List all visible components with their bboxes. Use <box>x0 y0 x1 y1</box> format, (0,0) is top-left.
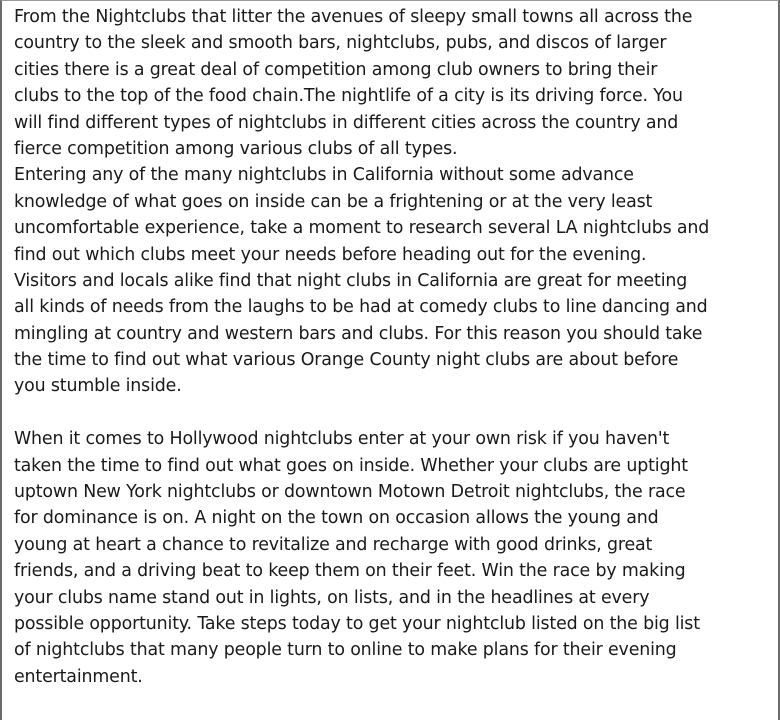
paragraph-1 <box>14 4 776 162</box>
document-text-body <box>14 4 776 690</box>
text-line: country to the sleek and smooth bars, nightclubs, pubs, and discos of larger <box>14 33 667 54</box>
text-line: clubs to the top of the food chain.The nightlife of a city is its driving force. You <box>14 86 683 107</box>
text-line: your clubs name stand out in lights, on lists, and in the headlines at every <box>14 587 650 608</box>
text-line: the time to find out what various Orange County night clubs are about before <box>14 350 679 371</box>
text-line: fierce competition among various clubs of all types. <box>14 138 458 159</box>
text-line: you stumble inside. <box>14 376 182 397</box>
text-line: mingling at country and western bars and clubs. For this reason you should take <box>14 323 703 344</box>
text-line: entertainment. <box>14 666 143 687</box>
text-line: for dominance is on. A night on the town on occasion allows the young and <box>14 508 659 529</box>
text-line: of nightclubs that many people turn to online to make plans for their evening <box>14 640 677 661</box>
text-line: uncomfortable experience, take a moment to research several LA nightclubs and <box>14 218 710 239</box>
paragraph-spacer <box>14 400 776 426</box>
paragraph-2 <box>14 162 776 400</box>
text-line: taken the time to find out what goes on inside. Whether your clubs are uptight <box>14 455 688 476</box>
paragraph-3 <box>14 426 776 690</box>
text-line: uptown New York nightclubs or downtown Motown Detroit nightclubs, the race <box>14 482 686 503</box>
text-line: From the Nightclubs that litter the avenues of sleepy small towns all across the <box>14 7 693 27</box>
text-line: young at heart a chance to revitalize and recharge with good drinks, great <box>14 534 653 555</box>
text-line: When it comes to Hollywood nightclubs enter at your own risk if you haven't <box>14 429 670 450</box>
text-line: Visitors and locals alike find that night clubs in California are great for meeting <box>14 270 688 291</box>
text-line: will find different types of nightclubs in different cities across the country and <box>14 112 679 133</box>
text-line: find out which clubs meet your needs before heading out for the evening. <box>14 244 647 265</box>
text-line: all kinds of needs from the laughs to be had at comedy clubs to line dancing and <box>14 297 708 318</box>
text-line: friends, and a driving beat to keep them on their feet. Win the race by making <box>14 561 686 582</box>
text-line: knowledge of what goes on inside can be a frightening or at the very least <box>14 191 653 212</box>
text-line: cities there is a great deal of competition among club owners to bring their <box>14 59 658 80</box>
text-line: Entering any of the many nightclubs in California without some advance <box>14 165 634 186</box>
text-line: possible opportunity. Take steps today to get your nightclub listed on the big list <box>14 613 700 634</box>
